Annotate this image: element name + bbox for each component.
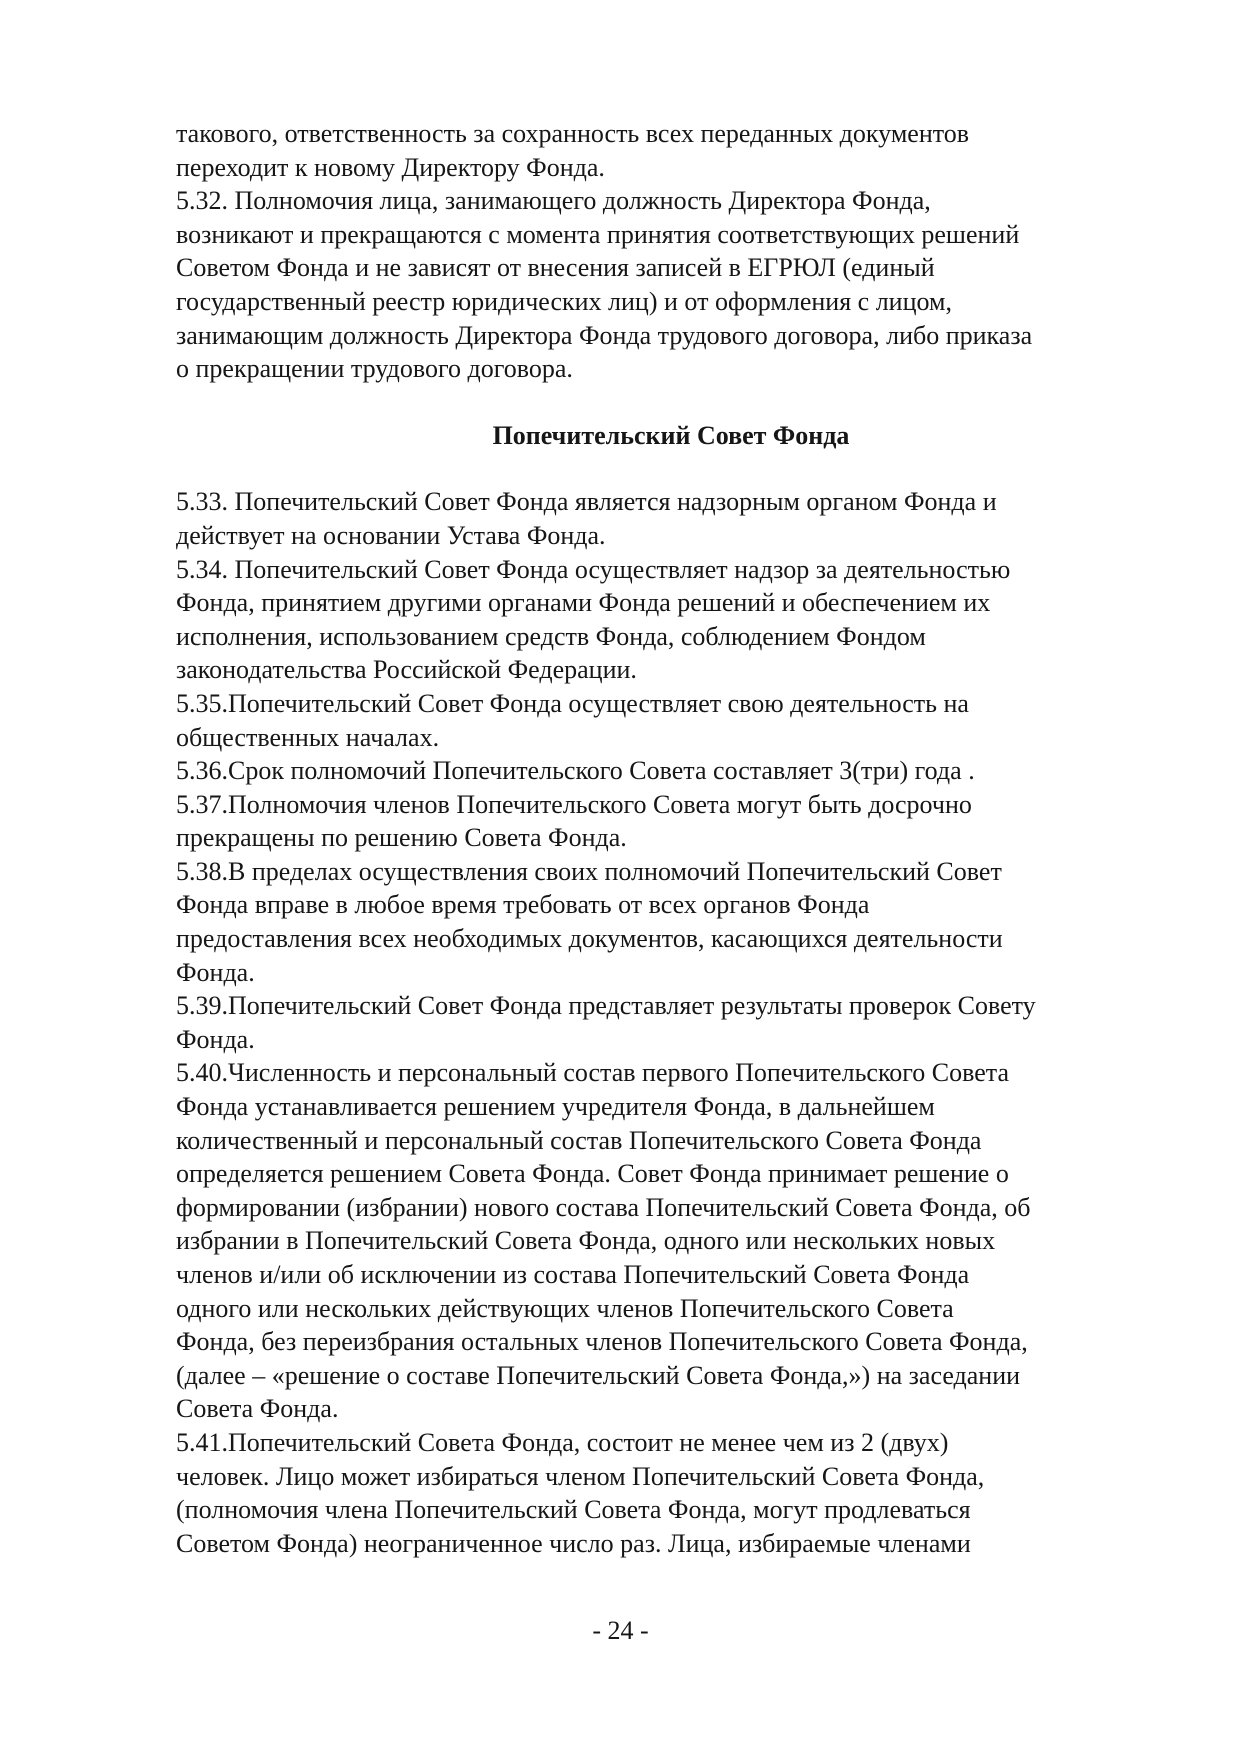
text-line: человек. Лицо может избираться членом Попечительский Совета Фонда,	[176, 1461, 985, 1491]
text-line: (полномочия члена Попечительский Совета Фонда, могут продлеваться	[176, 1495, 971, 1525]
section-paragraphs	[176, 485, 1166, 1560]
text-line: Совета Фонда.	[176, 1394, 339, 1424]
text-line: 5.38.В пределах осуществления своих полномочий Попечительский Совет	[176, 856, 1002, 886]
page-number: - 24 -	[592, 1616, 649, 1645]
text-line: 5.35.Попечительский Совет Фонда осуществляет свою деятельность на	[176, 688, 969, 718]
text-line: Советом Фонда) неограниченное число раз. Лица, избираемые членами	[176, 1528, 971, 1558]
page-body	[176, 117, 1166, 1560]
text-line: Фонда.	[176, 1024, 255, 1054]
text-line: действует на основании Устава Фонда.	[176, 520, 606, 550]
text-line: 5.32. Полномочия лица, занимающего должность Директора Фонда,	[176, 186, 931, 216]
text-line: предоставления всех необходимых документов, касающихся деятельности	[176, 924, 1003, 954]
text-line: переходит к новому Директору Фонда.	[176, 152, 605, 182]
text-line: Фонда, без переизбрания остальных членов Попечительского Совета Фонда,	[176, 1327, 1028, 1357]
text-line: 5.36.Срок полномочий Попечительского Совета составляет 3(три) года .	[176, 756, 975, 786]
text-line: (далее – «решение о составе Попечительский Совета Фонда,») на заседании	[176, 1360, 1021, 1390]
text-line: 5.37.Полномочия членов Попечительского Совета могут быть досрочно	[176, 789, 972, 819]
text-line: государственный реестр юридических лиц) и от оформления с лицом,	[176, 286, 952, 316]
text-line: Фонда вправе в любое время требовать от всех органов Фонда	[176, 890, 870, 920]
text-line: одного или нескольких действующих членов Попечительского Совета	[176, 1293, 954, 1323]
text-line: Советом Фонда и не зависят от внесения записей в ЕГРЮЛ (единый	[176, 253, 935, 283]
text-line: 5.41.Попечительский Совета Фонда, состоит не менее чем из 2 (двух)	[176, 1427, 949, 1457]
intro-paragraphs	[176, 117, 1166, 386]
text-line: исполнения, использованием средств Фонда, соблюдением Фондом	[176, 621, 926, 651]
text-line: определяется решением Совета Фонда. Совет Фонда принимает решение о	[176, 1159, 1009, 1189]
text-line: прекращены по решению Совета Фонда.	[176, 823, 627, 853]
text-line: общественных началах.	[176, 722, 440, 752]
text-line: количественный и персональный состав Попечительского Совета Фонда	[176, 1125, 982, 1155]
text-line: Фонда устанавливается решением учредителя Фонда, в дальнейшем	[176, 1092, 935, 1122]
section-heading: Попечительский Совет Фонда	[492, 420, 850, 450]
text-line: 5.34. Попечительский Совет Фонда осуществляет надзор за деятельностью	[176, 554, 1011, 584]
text-line: избрании в Попечительский Совета Фонда, одного или нескольких новых	[176, 1226, 996, 1256]
text-line: 5.40.Численность и персональный состав первого Попечительского Совета	[176, 1058, 1010, 1088]
text-line: занимающим должность Директора Фонда трудового договора, либо приказа	[176, 320, 1033, 350]
text-line: формировании (избрании) нового состава Попечительский Совета Фонда, об	[176, 1192, 1031, 1222]
text-line: законодательства Российской Федерации.	[176, 655, 637, 685]
text-line: 5.39.Попечительский Совет Фонда представляет результаты проверок Совету	[176, 991, 1036, 1021]
text-line: Фонда.	[176, 957, 255, 987]
text-line: о прекращении трудового договора.	[176, 354, 573, 384]
text-line: 5.33. Попечительский Совет Фонда является надзорным органом Фонда и	[176, 487, 997, 517]
text-line: Фонда, принятием другими органами Фонда решений и обеспечением их	[176, 588, 991, 618]
text-line: возникают и прекращаются с момента принятия соответствующих решений	[176, 219, 1020, 249]
text-line: такового, ответственность за сохранность всех переданных документов	[176, 119, 970, 148]
text-line: членов и/или об исключении из состава Попечительский Совета Фонда	[176, 1260, 970, 1289]
